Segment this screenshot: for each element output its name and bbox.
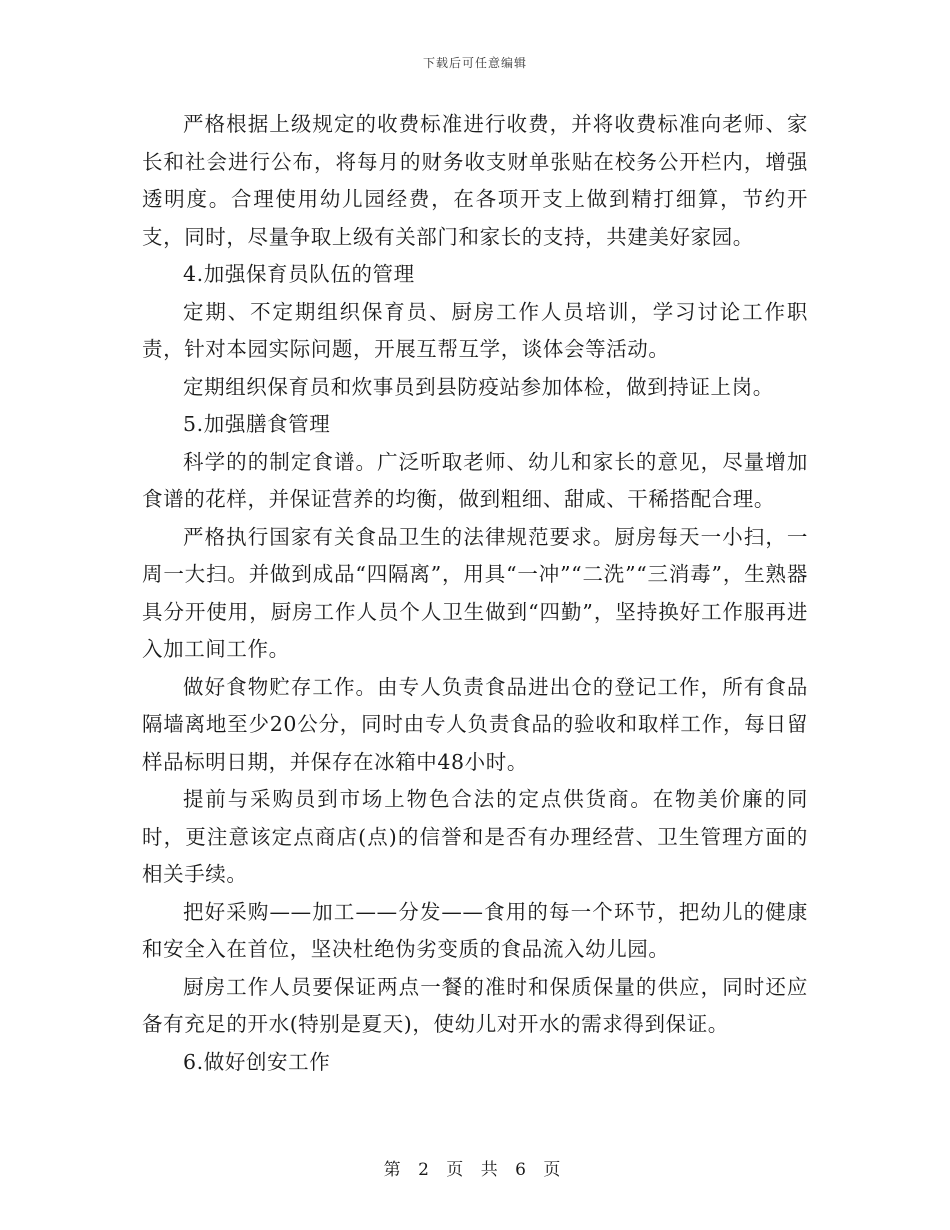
paragraph-food-hygiene: 严格执行国家有关食品卫生的法律规范要求。厨房每天一小扫，一周一大扫。并做到成品“四隔离”，用具“一冲”“二洗”“三消毒”，生熟器具分开使用，厨房工作人员个人卫生做到“四勤”，坚持换好工作服再进入加工间工作。 — [142, 524, 808, 661]
document-body — [142, 106, 808, 1081]
page-number-footer: 第 2 页 共 6 页 — [383, 1160, 567, 1180]
page-header: 下载后可任意编辑 — [422, 56, 527, 70]
paragraph-health-check: 定期组织保育员和炊事员到县防疫站参加体检，做到持证上岗。 — [183, 374, 774, 399]
paragraph-fee-standards: 严格根据上级规定的收费标准进行收费，并将收费标准向老师、家长和社会进行公布，将每月的财务收支财单张贴在校务公开栏内，增强透明度。合理使用幼儿园经费，在各项开支上做到精打细算，节约开支，同时，尽量争取上级有关部门和家长的支持，共建美好家园。 — [142, 112, 808, 249]
paragraph-supplier-selection: 提前与采购员到市场上物色合法的定点供货商。在物美价廉的同时，更注意该定点商店(点)的信誉和是否有办理经营、卫生管理方面的相关手续。 — [142, 787, 808, 886]
paragraph-meal-supply: 厨房工作人员要保证两点一餐的准时和保质保量的供应，同时还应备有充足的开水(特别是夏天)，使幼儿对开水的需求得到保证。 — [142, 974, 808, 1036]
heading-caregiver-management: 4.加强保育员队伍的管理 — [183, 262, 415, 286]
paragraph-procurement-chain: 把好采购——加工——分发——食用的每一个环节，把幼儿的健康和安全入在首位，坚决杜绝伪劣变质的食品流入幼儿园。 — [142, 899, 808, 961]
heading-safety-work: 6.做好创安工作 — [183, 1049, 331, 1074]
heading-meal-management: 5.加强膳食管理 — [183, 412, 331, 436]
paragraph-staff-training: 定期、不定期组织保育员、厨房工作人员培训，学习讨论工作职责，针对本园实际问题，开展互帮互学，谈体会等活动。 — [142, 299, 808, 361]
paragraph-food-storage: 做好食物贮存工作。由专人负责食品进出仓的登记工作，所有食品隔墙离地至少20公分，同时由专人负责食品的验收和取样工作，每日留样品标明日期，并保存在冰箱中48小时。 — [142, 674, 808, 774]
paragraph-menu-planning: 科学的的制定食谱。广泛听取老师、幼儿和家长的意见，尽量增加食谱的花样，并保证营养的均衡，做到粗细、甜咸、干稀搭配合理。 — [142, 449, 808, 511]
